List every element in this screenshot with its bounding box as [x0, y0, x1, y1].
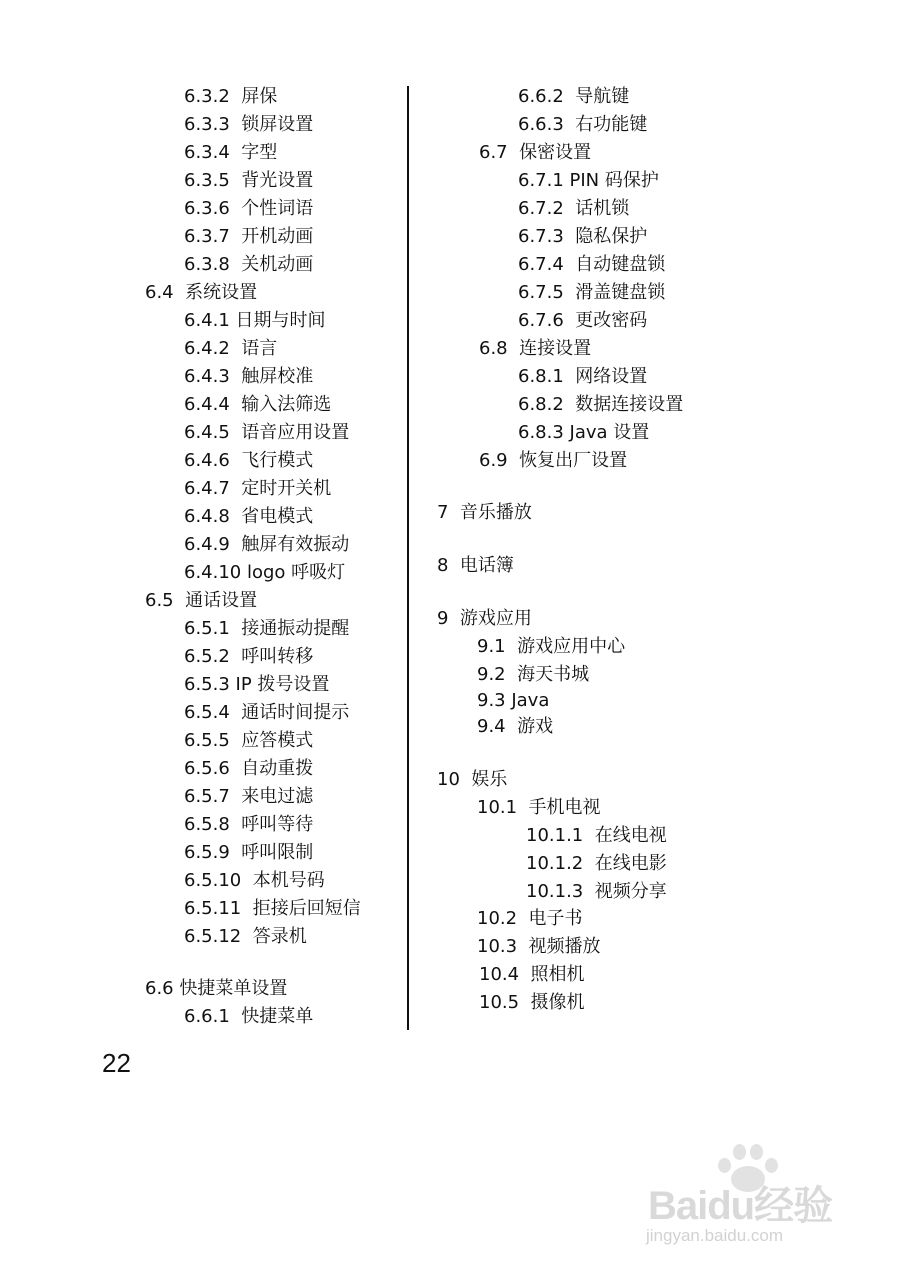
watermark-url: jingyan.baidu.com — [646, 1226, 784, 1245]
toc-entry-10-5: 10.5 摄像机 — [479, 992, 585, 1013]
toc-entry-6-7-6: 6.7.6 更改密码 — [518, 310, 648, 331]
toc-entry-6-6-1: 6.6.1 快捷菜单 — [184, 1006, 314, 1027]
toc-entry-10-1-1: 10.1.1 在线电视 — [526, 825, 667, 846]
toc-entry-6-3-8: 6.3.8 关机动画 — [184, 254, 314, 275]
toc-entry-6-7-4: 6.7.4 自动键盘锁 — [518, 254, 666, 275]
toc-entry-10-1-3: 10.1.3 视频分享 — [526, 881, 667, 902]
toc-entry-10-1-2: 10.1.2 在线电影 — [526, 853, 667, 874]
toc-entry-6-9: 6.9 恢复出厂设置 — [479, 450, 628, 471]
toc-entry-9-3: 9.3 Java — [477, 690, 550, 711]
toc-entry-6-8-3: 6.8.3 Java 设置 — [518, 422, 650, 443]
toc-entry-6-3-2: 6.3.2 屏保 — [184, 86, 278, 107]
toc-entry-6-7-2: 6.7.2 话机锁 — [518, 198, 630, 219]
toc-entry-6-8: 6.8 连接设置 — [479, 338, 592, 359]
toc-entry-9-2: 9.2 海天书城 — [477, 664, 590, 685]
page-number: 22 — [102, 1048, 131, 1078]
toc-entry-6-8-1: 6.8.1 网络设置 — [518, 366, 648, 387]
toc-entry-9-4: 9.4 游戏 — [477, 716, 554, 737]
toc-entry-9: 9 游戏应用 — [437, 608, 532, 629]
toc-entry-7: 7 音乐播放 — [437, 502, 532, 523]
toc-entry-6-5-1: 6.5.1 接通振动提醒 — [184, 618, 350, 639]
toc-entry-6-5-2: 6.5.2 呼叫转移 — [184, 646, 314, 667]
toc-entry-10-2: 10.2 电子书 — [477, 908, 583, 929]
toc-entry-6-7-3: 6.7.3 隐私保护 — [518, 226, 648, 247]
toc-entry-6-7: 6.7 保密设置 — [479, 142, 592, 163]
toc-entry-6-3-5: 6.3.5 背光设置 — [184, 170, 314, 191]
toc-entry-6-5-12: 6.5.12 答录机 — [184, 926, 307, 947]
toc-entry-6-4-1: 6.4.1 日期与时间 — [184, 310, 326, 331]
toc-entry-6-4-6: 6.4.6 飞行模式 — [184, 450, 314, 471]
toc-entry-10-3: 10.3 视频播放 — [477, 936, 601, 957]
toc-entry-6-5-5: 6.5.5 应答模式 — [184, 730, 314, 751]
toc-entry-6-4-8: 6.4.8 省电模式 — [184, 506, 314, 527]
toc-entry-6-6-2: 6.6.2 导航键 — [518, 86, 630, 107]
toc-entry-9-1: 9.1 游戏应用中心 — [477, 636, 626, 657]
baidu-jingyan-watermark — [640, 1140, 860, 1270]
toc-entry-6-4-2: 6.4.2 语言 — [184, 338, 278, 359]
toc-entry-6-6: 6.6 快捷菜单设置 — [145, 978, 288, 999]
toc-entry-6-4-10: 6.4.10 logo 呼吸灯 — [184, 562, 346, 583]
toc-entry-6-4-7: 6.4.7 定时开关机 — [184, 478, 332, 499]
toc-entry-6-4-3: 6.4.3 触屏校准 — [184, 366, 314, 387]
toc-entry-6-4-4: 6.4.4 输入法筛选 — [184, 394, 332, 415]
toc-entry-6-5-4: 6.5.4 通话时间提示 — [184, 702, 350, 723]
toc-entry-6-7-5: 6.7.5 滑盖键盘锁 — [518, 282, 666, 303]
toc-entry-10: 10 娱乐 — [437, 769, 508, 790]
toc-entry-8: 8 电话簿 — [437, 555, 514, 576]
toc-entry-6-5: 6.5 通话设置 — [145, 590, 258, 611]
toc-entry-6-7-1: 6.7.1 PIN 码保护 — [518, 170, 659, 191]
toc-entry-6-5-11: 6.5.11 拒接后回短信 — [184, 898, 361, 919]
toc-entry-6-5-7: 6.5.7 来电过滤 — [184, 786, 314, 807]
toc-entry-6-5-9: 6.5.9 呼叫限制 — [184, 842, 314, 863]
toc-entry-6-4-5: 6.4.5 语音应用设置 — [184, 422, 350, 443]
toc-entry-6-5-3: 6.5.3 IP 拨号设置 — [184, 674, 330, 695]
watermark-logo-text: Baidu经验 — [648, 1184, 833, 1228]
toc-entry-6-4: 6.4 系统设置 — [145, 282, 258, 303]
toc-entry-6-5-8: 6.5.8 呼叫等待 — [184, 814, 314, 835]
toc-entry-6-3-3: 6.3.3 锁屏设置 — [184, 114, 314, 135]
column-divider — [407, 86, 409, 1030]
toc-entry-10-1: 10.1 手机电视 — [477, 797, 601, 818]
toc-entry-6-6-3: 6.6.3 右功能键 — [518, 114, 648, 135]
toc-entry-6-5-6: 6.5.6 自动重拨 — [184, 758, 314, 779]
toc-entry-6-3-7: 6.3.7 开机动画 — [184, 226, 314, 247]
toc-entry-6-5-10: 6.5.10 本机号码 — [184, 870, 325, 891]
toc-entry-10-4: 10.4 照相机 — [479, 964, 585, 985]
toc-entry-6-8-2: 6.8.2 数据连接设置 — [518, 394, 684, 415]
toc-entry-6-4-9: 6.4.9 触屏有效振动 — [184, 534, 350, 555]
toc-entry-6-3-6: 6.3.6 个性词语 — [184, 198, 314, 219]
toc-entry-6-3-4: 6.3.4 字型 — [184, 142, 278, 163]
